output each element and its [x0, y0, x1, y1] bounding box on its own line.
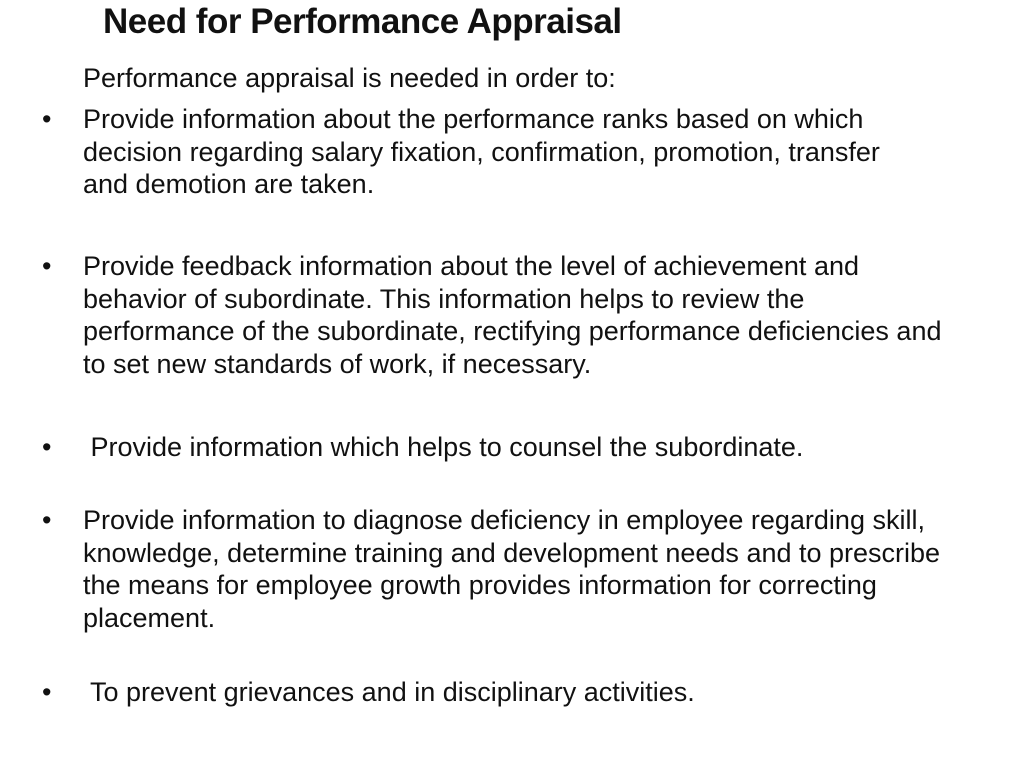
bullet-item: Provide information about the performance ranks based on which decision regarding salary fixation, confirmation, promotion, transfer and demotion are taken. [83, 104, 880, 199]
intro-text: Performance appraisal is needed in order to: [83, 63, 616, 93]
bullet-icon: • [42, 104, 52, 134]
bullet-item: Provide information which helps to counsel the subordinate. [83, 432, 804, 462]
bullet-item: To prevent grievances and in disciplinary activities. [83, 677, 695, 707]
bullet-icon: • [42, 505, 52, 535]
bullet-icon: • [42, 677, 52, 707]
bullet-icon: • [42, 251, 52, 281]
bullet-item: Provide feedback information about the level of achievement and behavior of subordinate. This information helps to review the performance of the subordinate, rectifying performance deficiencies and to set new standards of work, if necessary. [83, 251, 942, 379]
bullet-icon: • [42, 432, 52, 462]
slide-title: Need for Performance Appraisal [103, 2, 622, 41]
bullet-item: Provide information to diagnose deficiency in employee regarding skill, knowledge, determine training and development needs and to prescribe the means for employee growth provides information for correcting placement. [83, 505, 941, 633]
